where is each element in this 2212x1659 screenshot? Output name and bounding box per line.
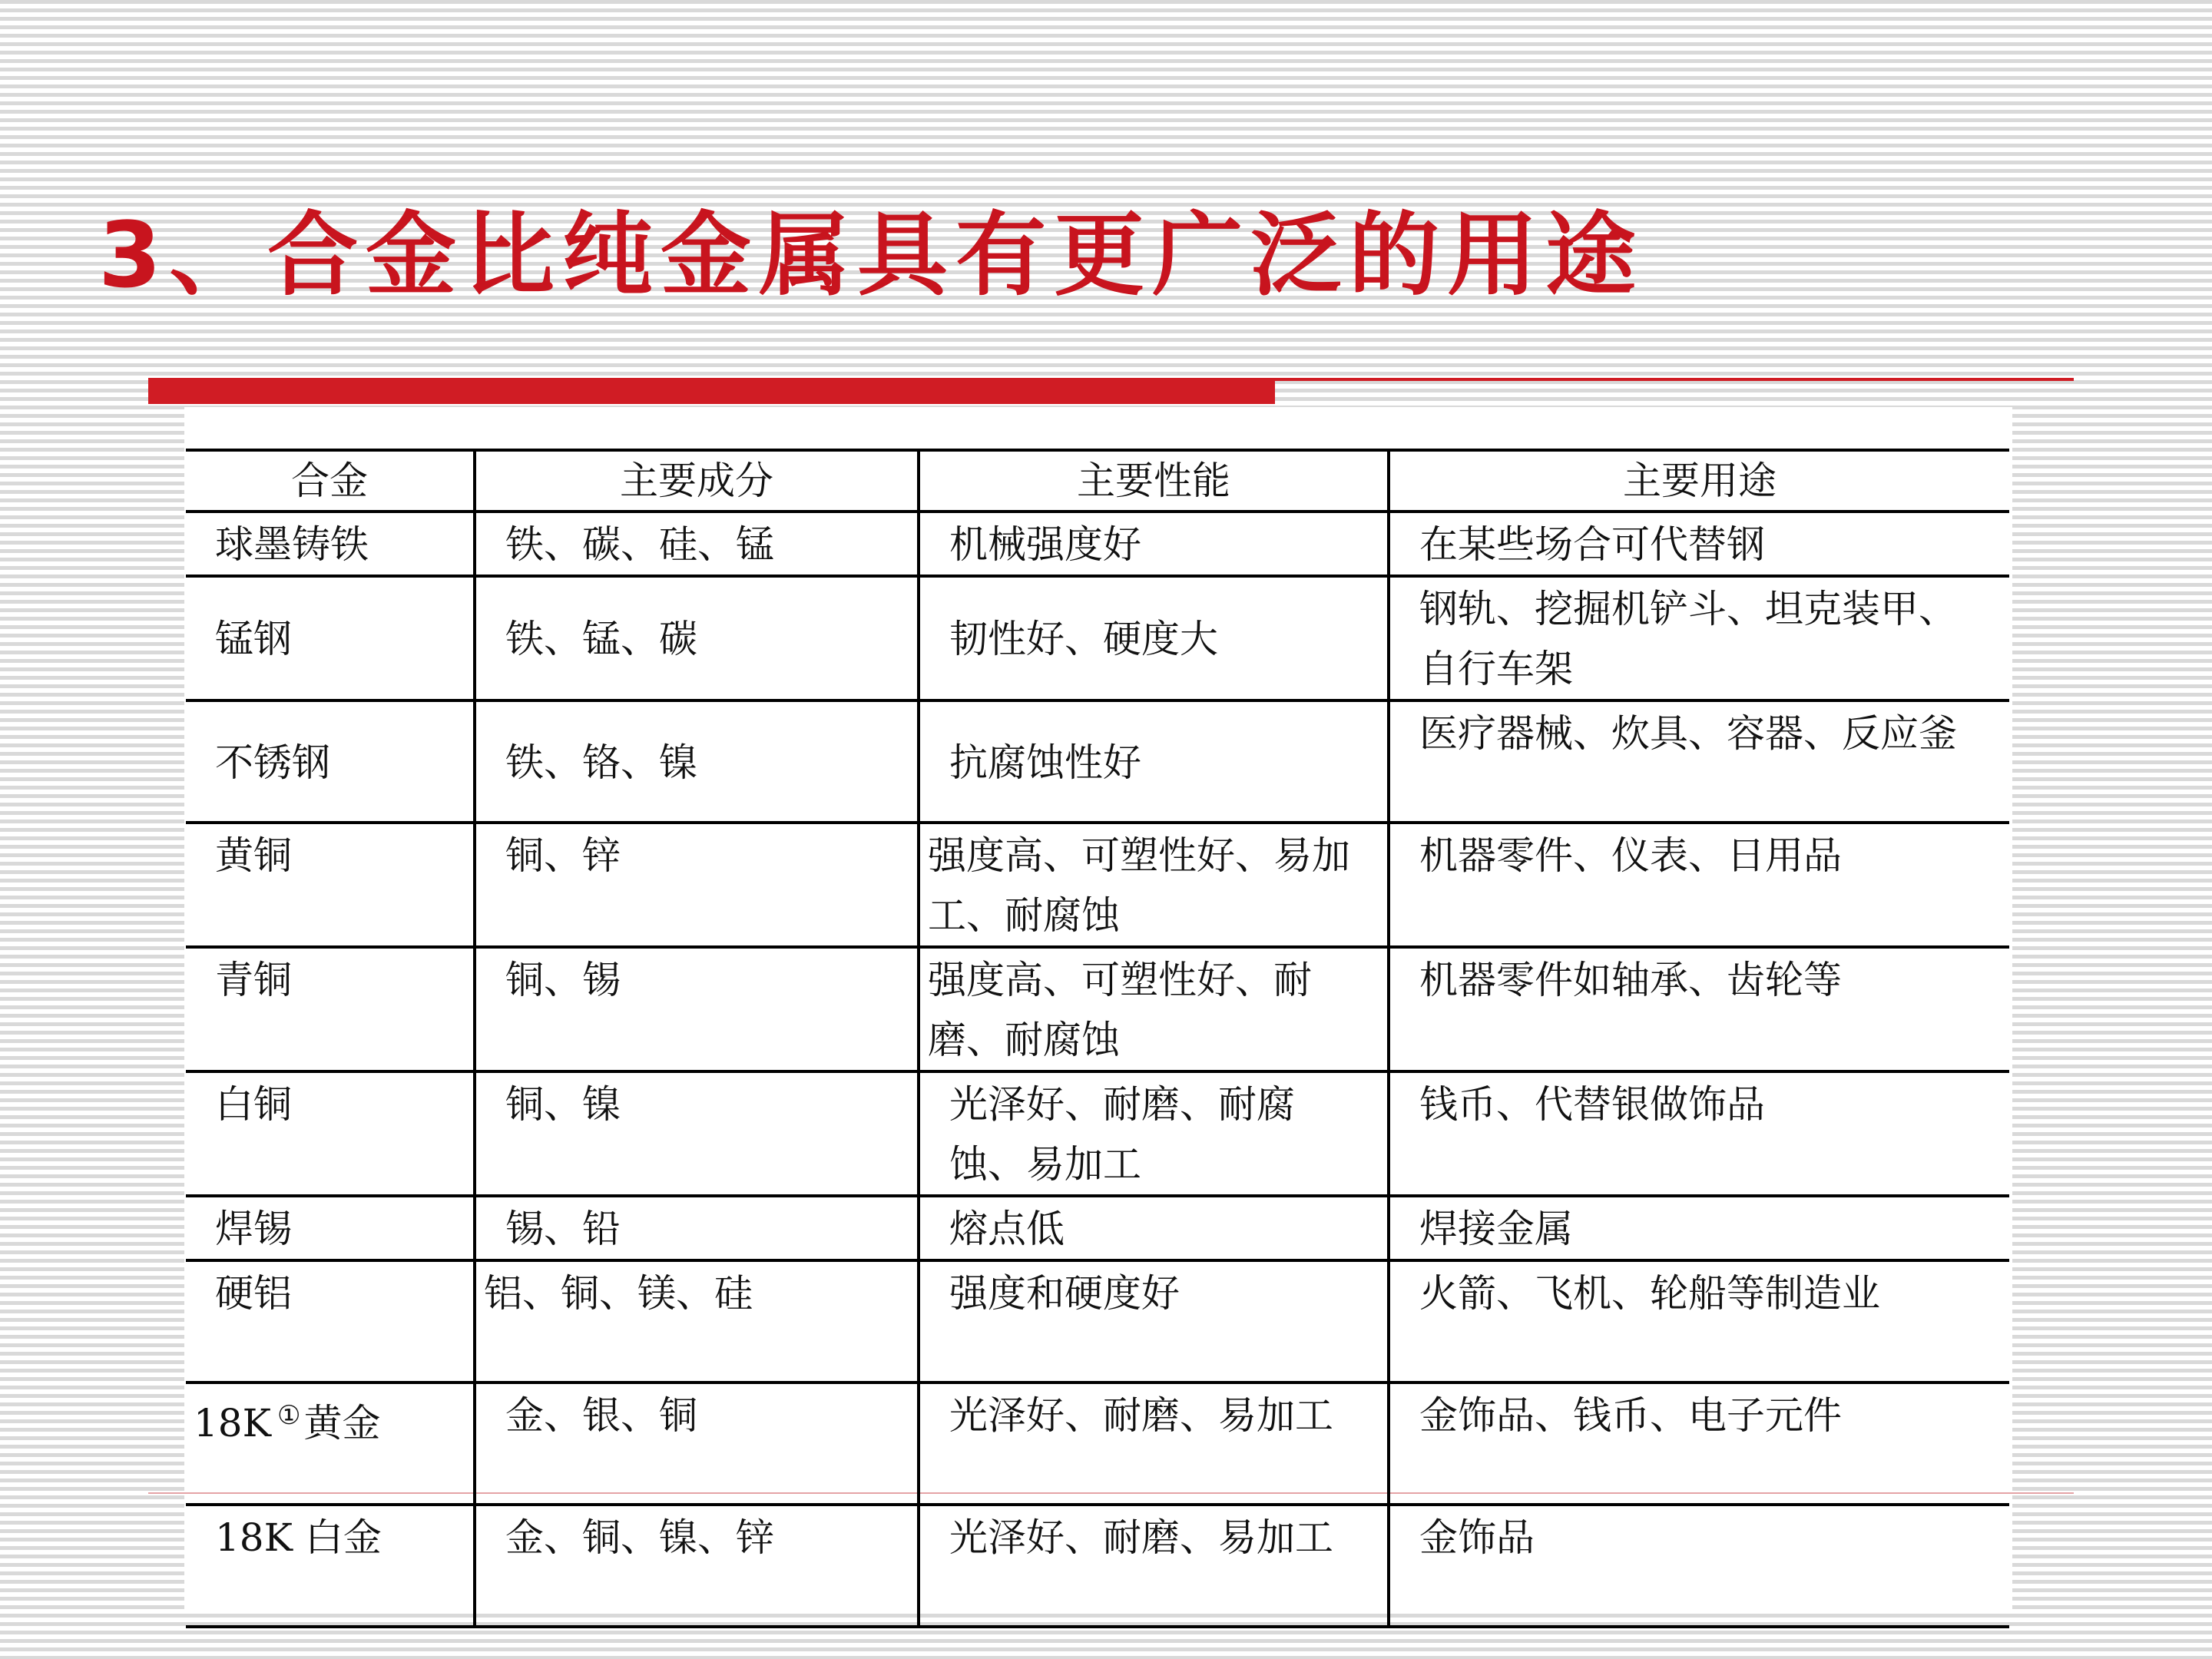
table-row xyxy=(186,1196,2009,1260)
cell-composition: 锡、铅 xyxy=(475,1196,919,1260)
cell-alloy: 硬铝 xyxy=(186,1260,475,1382)
alloy-table xyxy=(186,449,2009,1628)
table-row xyxy=(186,947,2009,1071)
cell-uses: 机器零件如轴承、齿轮等 xyxy=(1389,947,2009,1071)
table-row xyxy=(186,700,2009,823)
cell-alloy: 不锈钢 xyxy=(186,700,475,823)
cell-composition: 金、铜、镍、锌 xyxy=(475,1505,919,1627)
cell-uses: 金饰品 xyxy=(1389,1505,2009,1627)
cell-uses: 机器零件、仪表、日用品 xyxy=(1389,823,2009,947)
cell-properties: 机械强度好 xyxy=(919,512,1389,576)
table-row xyxy=(186,823,2009,947)
table-row xyxy=(186,576,2009,700)
cell-uses: 在某些场合可代替钢 xyxy=(1389,512,2009,576)
cell-properties: 光泽好、耐磨、易加工 xyxy=(919,1382,1389,1505)
header-composition: 主要成分 xyxy=(475,450,919,512)
cell-properties: 韧性好、硬度大 xyxy=(919,576,1389,700)
cell-alloy xyxy=(186,1382,475,1505)
table-row xyxy=(186,1071,2009,1196)
cell-properties: 强度高、可塑性好、耐磨、耐腐蚀 xyxy=(919,947,1389,1071)
slide-title: 3、合金比纯金属具有更广泛的用途 xyxy=(98,202,1644,308)
table-row xyxy=(186,512,2009,576)
header-properties: 主要性能 xyxy=(919,450,1389,512)
table-header-row xyxy=(186,450,2009,512)
cell-composition: 铝、铜、镁、硅 xyxy=(475,1260,919,1382)
cell-uses: 医疗器械、炊具、容器、反应釜 xyxy=(1389,700,2009,823)
cell-uses: 焊接金属 xyxy=(1389,1196,2009,1260)
cell-alloy: 锰钢 xyxy=(186,576,475,700)
cell-alloy: 18K 白金 xyxy=(186,1505,475,1627)
alloy-suffix: 黄金 xyxy=(303,1401,381,1445)
cell-properties: 强度高、可塑性好、易加工、耐腐蚀 xyxy=(919,823,1389,947)
cell-alloy: 青铜 xyxy=(186,947,475,1071)
alloy-prefix: 18K xyxy=(194,1401,271,1445)
cell-uses: 钱币、代替银做饰品 xyxy=(1389,1071,2009,1196)
cell-composition: 铜、镍 xyxy=(475,1071,919,1196)
cell-composition: 铁、锰、碳 xyxy=(475,576,919,700)
cell-alloy: 球墨铸铁 xyxy=(186,512,475,576)
cell-uses: 钢轨、挖掘机铲斗、坦克装甲、自行车架 xyxy=(1389,576,2009,700)
title-underline-thin xyxy=(1275,378,2074,381)
cell-properties: 抗腐蚀性好 xyxy=(919,700,1389,823)
cell-composition: 金、银、铜 xyxy=(475,1382,919,1505)
footnote-marker: ① xyxy=(276,1400,301,1431)
cell-uses: 金饰品、钱币、电子元件 xyxy=(1389,1382,2009,1505)
header-alloy: 合金 xyxy=(186,450,475,512)
cell-properties: 光泽好、耐磨、易加工 xyxy=(919,1505,1389,1627)
table-row xyxy=(186,1382,2009,1505)
cell-composition: 铜、锡 xyxy=(475,947,919,1071)
title-underline-thick xyxy=(148,378,1275,404)
cell-uses: 火箭、飞机、轮船等制造业 xyxy=(1389,1260,2009,1382)
cell-properties: 强度和硬度好 xyxy=(919,1260,1389,1382)
cell-properties: 熔点低 xyxy=(919,1196,1389,1260)
header-uses: 主要用途 xyxy=(1389,450,2009,512)
cell-properties: 光泽好、耐磨、耐腐蚀、易加工 xyxy=(919,1071,1389,1196)
cell-alloy: 白铜 xyxy=(186,1071,475,1196)
table-row xyxy=(186,1260,2009,1382)
cell-composition: 铁、铬、镍 xyxy=(475,700,919,823)
table-row xyxy=(186,1505,2009,1627)
cell-alloy: 焊锡 xyxy=(186,1196,475,1260)
cell-composition: 铁、碳、硅、锰 xyxy=(475,512,919,576)
cell-alloy: 黄铜 xyxy=(186,823,475,947)
cell-composition: 铜、锌 xyxy=(475,823,919,947)
